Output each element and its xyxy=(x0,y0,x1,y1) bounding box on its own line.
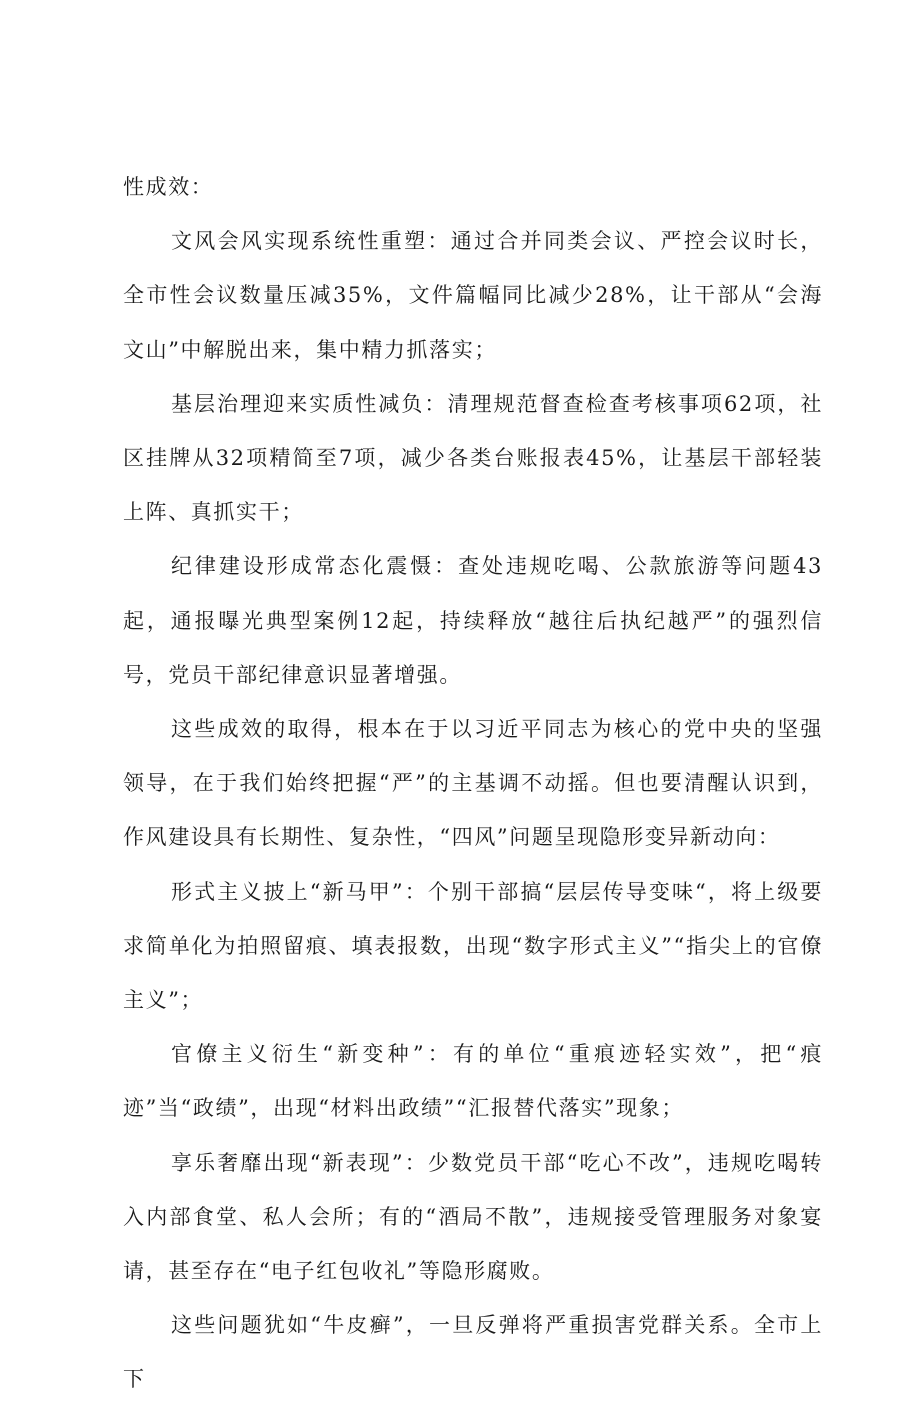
paragraph-grassroots-burden: 基层治理迎来实质性减负：清理规范督查检查考核事项62项，社区挂牌从32项精简至7项，减少各类台账报表45%，让基层干部轻装上阵、真抓实干； xyxy=(123,391,823,525)
paragraph-continuation: 性成效： xyxy=(123,175,214,199)
paragraph-formalism: 形式主义披上“新马甲”：个别干部搞“层层传导变味“，将上级要求简单化为拍照留痕、填表报数，出现“数字形式主义”“指尖上的官僚主义”； xyxy=(123,879,823,1013)
paragraph-problems: 这些问题犹如“牛皮癣”，一旦反弹将严重损害党群关系。全市上下 xyxy=(123,1313,823,1392)
paragraph-bureaucracy: 官僚主义衍生“新变种”：有的单位“重痕迹轻实效”，把“痕迹”当“政绩”，出现“材料出政绩”“汇报替代落实”现象； xyxy=(123,1042,823,1121)
paragraph-meeting-style: 文风会风实现系统性重塑：通过合并同类会议、严控会议时长，全市性会议数量压减35%，文件篇幅同比减少28%，让干部从“会海文山”中解脱出来，集中精力抓落实； xyxy=(123,229,823,362)
paragraph-discipline: 纪律建设形成常态化震慑：查处违规吃喝、公款旅游等问题43起，通报曝光典型案例12起，持续释放“越往后执纪越严”的强烈信号，党员干部纪律意识显著增强。 xyxy=(123,554,823,687)
paragraph-hedonism: 享乐奢靡出现“新表现”：少数党员干部“吃心不改”，违规吃喝转入内部食堂、私人会所；有的“酒局不散”，违规接受管理服务对象宴请，甚至存在“电子红包收礼”等隐形腐败。 xyxy=(123,1150,823,1284)
paragraph-achievements-summary: 这些成效的取得，根本在于以习近平同志为核心的党中央的坚强领导，在于我们始终把握“严”的主基调不动摇。但也要清醒认识到，作风建设具有长期性、复杂性，“四风”问题呈现隐形变异新动向： xyxy=(123,717,823,850)
document-body xyxy=(123,160,823,1407)
